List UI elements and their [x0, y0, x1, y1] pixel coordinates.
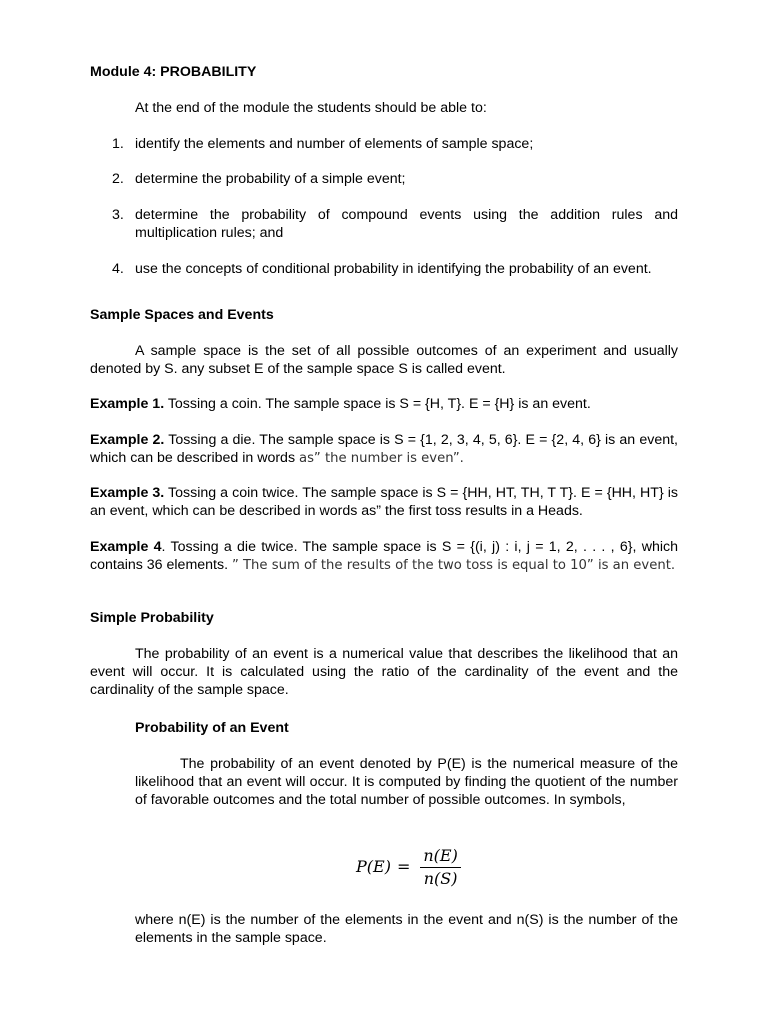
objective-number: 4.: [112, 261, 124, 277]
objective-text: use the concepts of conditional probability in identifying the probability of an event.: [135, 261, 652, 277]
objective-text: determine the probability of a simple event;: [135, 171, 406, 187]
objective-number: 1.: [112, 136, 124, 152]
subsection-heading-probability-of-event: Probability of an Event: [135, 720, 289, 736]
objective-number: 2.: [112, 171, 124, 187]
section-heading-sample-spaces: Sample Spaces and Events: [90, 307, 274, 323]
formula-fraction: [420, 846, 460, 889]
formula-lhs: P(E): [356, 857, 391, 876]
objective-number: 3.: [112, 207, 124, 223]
example-2: [90, 431, 678, 468]
example-quote: ” The sum of the results of the two toss is equal to 10” is an event.: [231, 558, 676, 573]
example-4: [90, 538, 678, 575]
example-label: Example 2.: [90, 432, 165, 448]
example-label: Example 1.: [90, 396, 165, 412]
example-label: Example 3.: [90, 485, 165, 501]
example-text: Tossing a coin. The sample space is S = {H, T}. E = {H} is an event.: [164, 396, 591, 412]
paragraph-text: The probability of an event is a numerical value that describes the likelihood that an event will occur. It is calculated using the ratio of the cardinality of the event and the cardinality of the sample space.: [90, 646, 678, 698]
section-heading-simple-probability: Simple Probability: [90, 610, 214, 626]
example-text: Tossing a die. The sample space is S = {1, 2, 3, 4, 5, 6}. E = {2, 4, 6} is an event, which can be described in words: [90, 432, 678, 466]
objective-text: identify the elements and number of elements of sample space;: [135, 136, 534, 152]
example-text: Tossing a coin twice. The sample space is S = {HH, HT, TH, T T}. E = {HH, HT} is an event, which can be described in words: [90, 485, 678, 519]
example-quote: as” the first toss results in a Heads.: [361, 503, 583, 519]
sample-space-paragraph: [90, 342, 678, 378]
simple-probability-paragraph: [90, 645, 678, 699]
example-3: [90, 484, 678, 520]
example-quote: as” the number is even”.: [298, 451, 464, 466]
probability-definition-paragraph: [135, 755, 678, 809]
formula-equals: =: [396, 857, 411, 876]
paragraph-text: A sample space is the set of all possible outcomes of an experiment and usually denoted by S. any subset E of the sample space S is called event.: [90, 343, 678, 377]
formula-explanation: where n(E) is the number of the elements in the event and n(S) is the number of the elements in the sample space.: [135, 912, 678, 946]
objective-text: determine the probability of compound events using the addition rules and multiplication rules; and: [135, 207, 678, 241]
example-label: Example 4: [90, 539, 162, 555]
intro-text: At the end of the module the students should be able to:: [135, 100, 487, 116]
example-1: [90, 395, 678, 414]
probability-formula: [356, 842, 461, 892]
module-title: Module 4: PROBABILITY: [90, 64, 257, 80]
formula-numerator: n(E): [420, 846, 460, 868]
formula-denominator: n(S): [423, 868, 458, 888]
paragraph-text: The probability of an event denoted by P(E) is the numerical measure of the likelihood that an event will occur. It is computed by finding the quotient of the number of favorable outcomes and the total number of possible outcomes. In symbols,: [135, 756, 678, 808]
example-text: . Tossing a die twice. The sample space is S = {(i, j) : i, j = 1, 2, . . . , 6}, which contains 36 elements.: [90, 539, 678, 573]
